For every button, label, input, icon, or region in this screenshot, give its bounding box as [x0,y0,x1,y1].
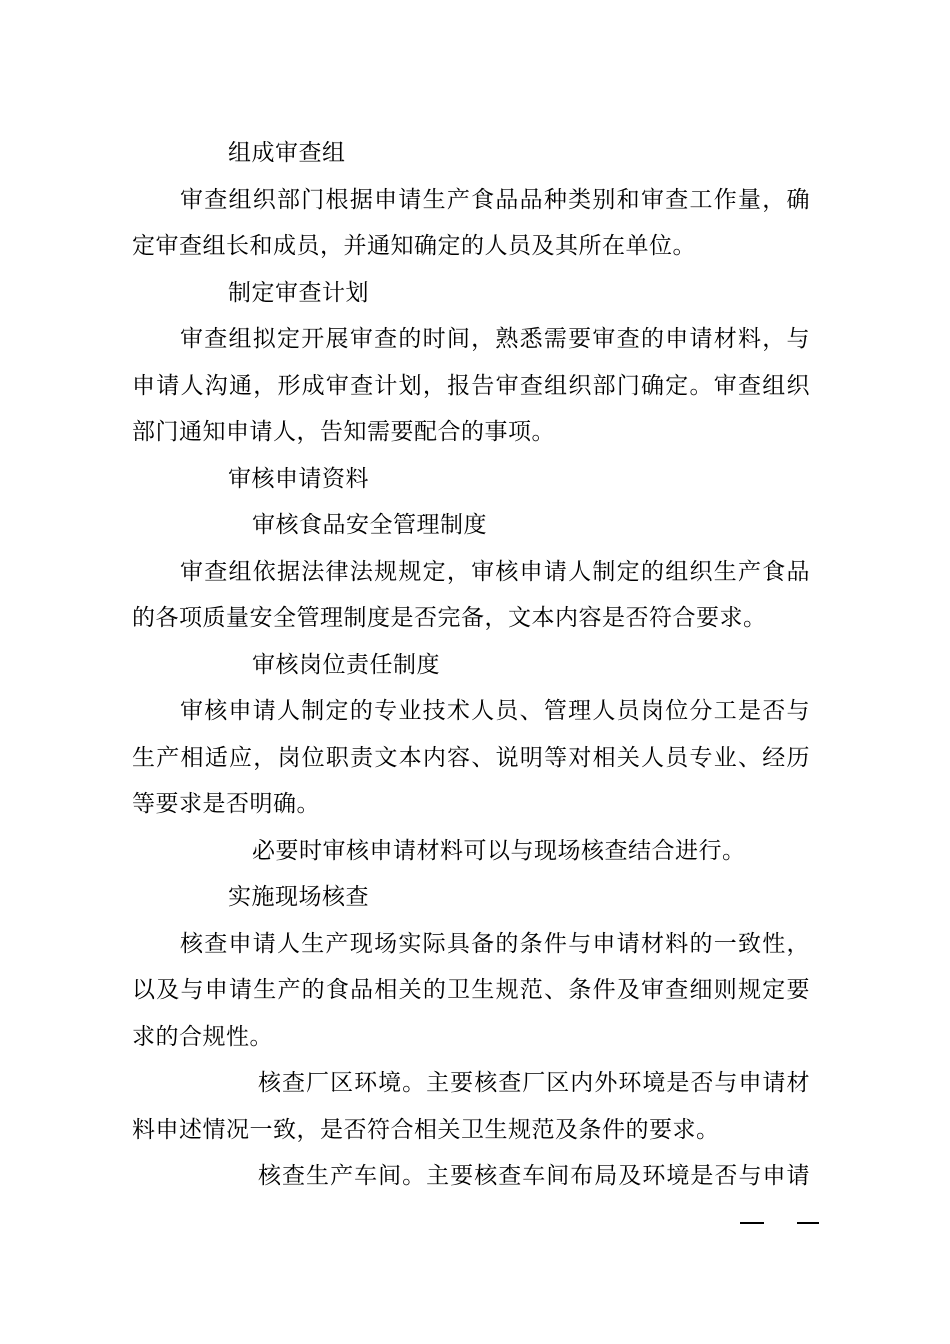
paragraph-line: 求的合规性。 [132,1024,273,1050]
paragraph-line: 部门通知申请人，告知需要配合的事项。 [132,419,555,445]
paragraph-line: 审查组依据法律法规规定，审核申请人制定的组织生产食品 [180,559,810,585]
paragraph-line: 审查组拟定开展审查的时间，熟悉需要审查的申请材料，与 [180,326,810,352]
note-line: 必要时审核申请材料可以与现场核查结合进行。 [252,838,746,864]
paragraph-line: 的各项质量安全管理制度是否完备，文本内容是否符合要求。 [132,605,767,631]
paragraph-line: 定审查组长和成员，并通知确定的人员及其所在单位。 [132,233,696,259]
list-item-line: 料申述情况一致，是否符合相关卫生规范及条件的要求。 [132,1117,720,1143]
list-item-line: 核查生产车间。主要核查车间布局及环境是否与申请 [258,1163,810,1189]
paragraph-line: 审查组织部门根据申请生产食品品种类别和审查工作量，确 [180,187,810,213]
section-heading: 制定审查计划 [228,280,369,306]
subsection-heading: 审核食品安全管理制度 [252,512,487,538]
paragraph-line: 核查申请人生产现场实际具备的条件与申请材料的一致性， [180,931,810,957]
section-heading: 实施现场核查 [228,884,369,910]
page-number-dash-right [797,1222,819,1224]
section-heading: 审核申请资料 [228,466,369,492]
paragraph-line: 生产相适应，岗位职责文本内容、说明等对相关人员专业、经历 [132,745,810,771]
paragraph-line: 审核申请人制定的专业技术人员、管理人员岗位分工是否与 [180,698,810,724]
paragraph-line: 等要求是否明确。 [132,791,320,817]
paragraph-line: 申请人沟通，形成审查计划，报告审查组织部门确定。审查组织 [132,373,810,399]
page-number-dash-left [740,1222,764,1224]
subsection-heading: 审核岗位责任制度 [252,652,440,678]
paragraph-line: 以及与申请生产的食品相关的卫生规范、条件及审查细则规定要 [132,977,810,1003]
list-item-line: 核查厂区环境。主要核查厂区内外环境是否与申请材 [258,1070,810,1096]
section-heading: 组成审查组 [228,140,346,166]
